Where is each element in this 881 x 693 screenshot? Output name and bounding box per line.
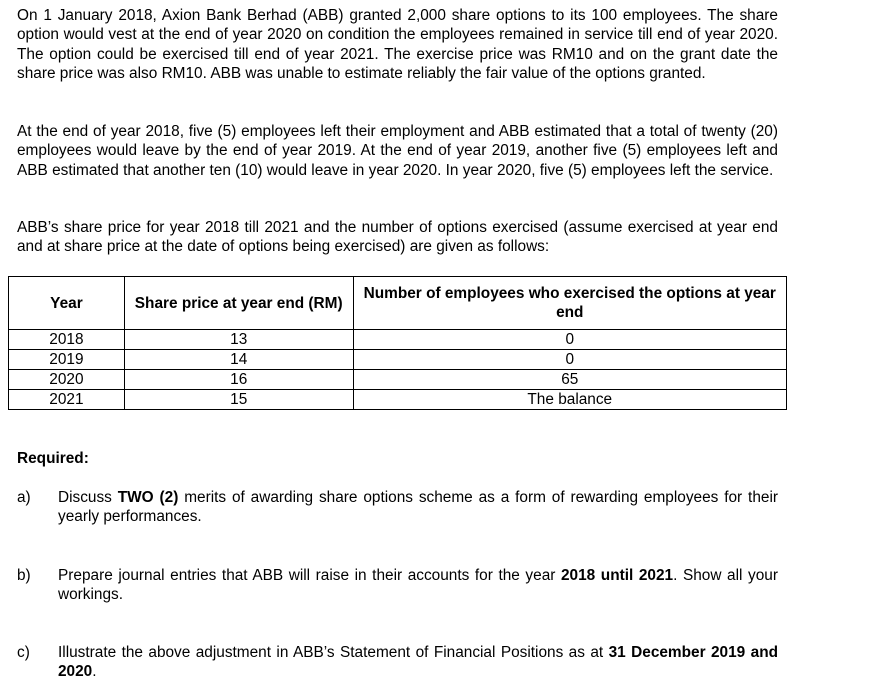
- share-price-intro-paragraph: ABB’s share price for year 2018 till 2021 and the number of options exercised (assume exercised at year end and at share price at the date of options being exercised) are given as follows:: [17, 219, 778, 256]
- question-text-bold: 31 December 2019 and 2020: [58, 644, 778, 681]
- cell-year: 2018: [9, 330, 125, 350]
- question-text-pre: Discuss: [58, 489, 118, 506]
- table-row: [9, 390, 787, 410]
- question-text-pre: Illustrate the above adjustment in ABB’s Statement of Financial Positions as at: [58, 644, 609, 661]
- header-employees-exercised: Number of employees who exercised the options at year end: [353, 277, 786, 330]
- intro-paragraph: On 1 January 2018, Axion Bank Berhad (ABB) granted 2,000 share options to its 100 employees. The share option would vest at the end of year 2020 on condition the employees remained in service till end of year 2020. The option could be exercised till end of year 2021. The exercise price was RM10 and on the grant date the share price was also RM10. ABB was unable to estimate reliably the fair value of the options granted.: [17, 7, 778, 83]
- question-text-post: . Show all your workings.: [58, 567, 778, 604]
- cell-share-price: 15: [124, 390, 353, 410]
- question-text-post: merits of awarding share options scheme as a form of rewarding employees for their yearly performances.: [58, 489, 778, 526]
- cell-year: 2021: [9, 390, 125, 410]
- cell-share-price: 14: [124, 350, 353, 370]
- question-letter: a): [17, 489, 31, 506]
- required-heading: Required:: [17, 450, 89, 467]
- employee-departures-paragraph: At the end of year 2018, five (5) employees left their employment and ABB estimated that a total of twenty (20) employees would leave by the end of year 2019. At the end of year 2019, another five (5) employees left and ABB estimated that another ten (10) would leave in year 2020. In year 2020, five (5) employees left the service.: [17, 123, 778, 179]
- table-row: [9, 370, 787, 390]
- question-letter: c): [17, 644, 30, 661]
- table-row: [9, 330, 787, 350]
- question-letter: b): [17, 567, 31, 584]
- question-text-bold: 2018 until 2021: [560, 567, 674, 584]
- question-text-bold: TWO (2): [117, 489, 179, 506]
- question-text: [58, 643, 778, 682]
- cell-share-price: 13: [124, 330, 353, 350]
- share-price-table: [8, 276, 787, 410]
- cell-year: 2020: [9, 370, 125, 390]
- question-text-post: .: [92, 663, 97, 681]
- header-year: Year: [9, 277, 125, 330]
- table-row: [9, 350, 787, 370]
- cell-exercised: 0: [353, 350, 786, 370]
- table-header-row: [9, 277, 787, 330]
- cell-year: 2019: [9, 350, 125, 370]
- cell-exercised: 65: [353, 370, 786, 390]
- cell-share-price: 16: [124, 370, 353, 390]
- cell-exercised: 0: [353, 330, 786, 350]
- header-share-price: Share price at year end (RM): [124, 277, 353, 330]
- cell-exercised: The balance: [353, 390, 786, 410]
- question-text-pre: Prepare journal entries that ABB will raise in their accounts for the year: [58, 567, 561, 584]
- question-text: [58, 566, 778, 605]
- question-text: [58, 488, 778, 527]
